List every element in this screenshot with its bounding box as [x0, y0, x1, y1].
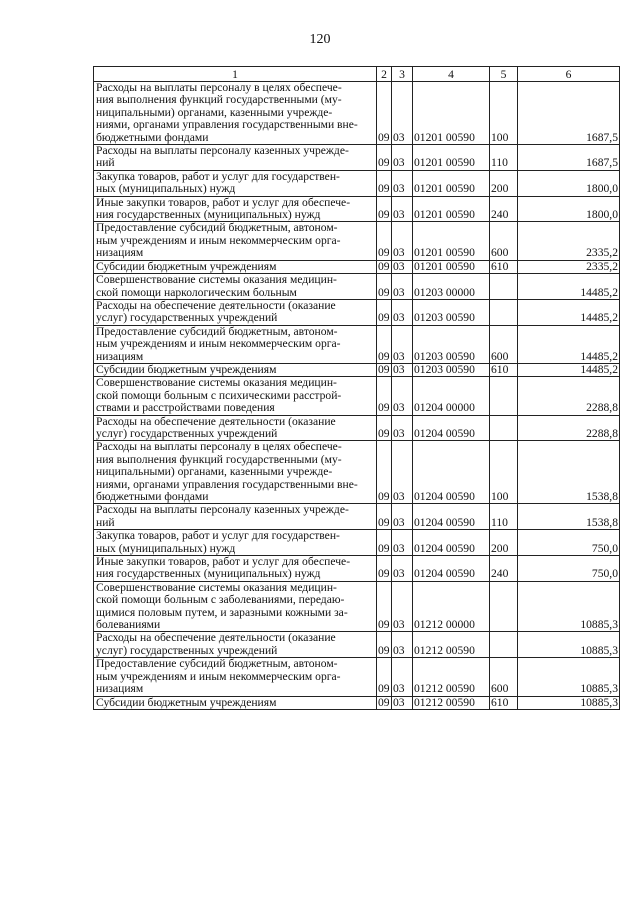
row-amount-cell: 2335,2: [518, 260, 620, 273]
row-target-article-cell: 01201 00590: [413, 170, 490, 196]
row-subsection-cell: 03: [392, 363, 413, 376]
table-row: [94, 556, 620, 582]
row-subsection-cell: 03: [392, 196, 413, 222]
row-target-article-cell: 01203 00000: [413, 274, 490, 300]
row-amount-cell: 1800,0: [518, 196, 620, 222]
table-row: [94, 377, 620, 415]
row-section-cell: 09: [377, 170, 392, 196]
row-subsection-cell: 03: [392, 441, 413, 504]
row-subsection-cell: 03: [392, 504, 413, 530]
row-target-article-cell: 01204 00590: [413, 504, 490, 530]
table-row: [94, 325, 620, 363]
row-expense-type-cell: 200: [490, 530, 518, 556]
table-row: [94, 196, 620, 222]
row-section-cell: 09: [377, 196, 392, 222]
row-amount-cell: 14485,2: [518, 274, 620, 300]
row-section-cell: 09: [377, 581, 392, 632]
row-expense-type-cell: 240: [490, 196, 518, 222]
table-row: [94, 222, 620, 260]
row-section-cell: 09: [377, 274, 392, 300]
row-section-cell: 09: [378, 259, 390, 273]
table-row: [94, 415, 620, 441]
row-name-cell: Совершенствование системы оказания медицин- ской помощи наркологическим больным: [94, 274, 377, 300]
row-name-cell: Расходы на обеспечение деятельности (оказание услуг) государственных учреждений: [94, 299, 377, 325]
header-row: [94, 67, 620, 82]
table-row: [94, 441, 620, 504]
page-number: 120: [309, 32, 331, 47]
row-section-cell: 09: [378, 362, 390, 376]
row-expense-type-cell: [490, 299, 518, 325]
row-subsection-cell: 03: [392, 632, 413, 658]
row-amount-cell: 1687,5: [518, 82, 620, 145]
row-amount-cell: 1800,0: [518, 170, 620, 196]
row-amount-cell: 1538,8: [518, 441, 620, 504]
row-section-cell: 09: [377, 145, 392, 171]
row-subsection-cell: 03: [392, 222, 413, 260]
row-section-cell: 09: [377, 504, 392, 530]
header-col-5: 5: [490, 67, 518, 82]
row-target-article-cell: 01204 00590: [413, 415, 490, 441]
row-section-cell: 09: [378, 695, 390, 709]
row-section-cell: 09: [377, 325, 392, 363]
row-subsection-cell: 03: [392, 325, 413, 363]
row-name-cell: Субсидии бюджетным учреждениям: [94, 363, 377, 376]
row-amount-cell: 2288,8: [518, 377, 620, 415]
row-name-cell: Расходы на выплаты персоналу в целях обеспече- ния выполнения функций государственными (му- ниципальными) органами, казенными учрежде- ниями, органами управления государственными вне- бюджетными фондами: [94, 441, 377, 504]
table-body: [94, 82, 620, 710]
row-amount-cell: 1687,5: [518, 145, 620, 171]
row-name-cell: Субсидии бюджетным учреждениям: [94, 260, 377, 273]
row-section-cell: 09: [377, 556, 392, 582]
row-name-cell: Предоставление субсидий бюджетным, автоном- ным учреждениям и иным некоммерческим орга- низациям: [94, 325, 377, 363]
table-row: [94, 581, 620, 632]
row-name-cell: Иные закупки товаров, работ и услуг для обеспече- ния государственных (муниципальных) нужд: [94, 196, 377, 222]
row-target-article-cell: 01201 00590: [413, 260, 490, 273]
table-row: [94, 299, 620, 325]
row-section-cell: 09: [377, 377, 392, 415]
row-amount-cell: 10885,3: [518, 658, 620, 696]
row-subsection-cell: 03: [392, 696, 413, 709]
row-target-article-cell: 01201 00590: [413, 145, 490, 171]
row-expense-type-cell: 610: [490, 260, 518, 273]
row-expense-type-cell: 610: [490, 363, 518, 376]
row-expense-type-cell: 100: [490, 82, 518, 145]
row-name-cell: Расходы на выплаты персоналу в целях обеспече- ния выполнения функций государственными (му- ниципальными) органами, казенными учрежде- ниями, органами управления государственными вне- бюджетными фондами: [94, 82, 377, 145]
row-target-article-cell: 01203 00590: [413, 325, 490, 363]
row-target-article-cell: 01212 00590: [413, 696, 490, 709]
row-amount-cell: 10885,3: [518, 696, 620, 709]
row-name-cell: Предоставление субсидий бюджетным, автоном- ным учреждениям и иным некоммерческим орга- низациям: [94, 658, 377, 696]
row-target-article-cell: 01212 00000: [413, 581, 490, 632]
row-section-cell: 09: [377, 299, 392, 325]
header-col-2: 2: [377, 67, 392, 82]
table-row: [94, 145, 620, 171]
table-row: [94, 170, 620, 196]
row-target-article-cell: 01204 00590: [413, 530, 490, 556]
row-subsection-cell: 03: [392, 170, 413, 196]
table-row: [94, 504, 620, 530]
row-name-cell: Закупка товаров, работ и услуг для государствен- ных (муниципальных) нужд: [94, 530, 377, 556]
row-expense-type-cell: 600: [490, 222, 518, 260]
row-subsection-cell: 03: [392, 274, 413, 300]
row-expense-type-cell: [490, 274, 518, 300]
row-section-cell: 09: [377, 632, 392, 658]
table-row: [94, 260, 620, 273]
row-subsection-cell: 03: [392, 82, 413, 145]
row-expense-type-cell: 110: [490, 145, 518, 171]
row-expense-type-cell: [490, 581, 518, 632]
row-amount-cell: 750,0: [518, 530, 620, 556]
row-subsection-cell: 03: [392, 377, 413, 415]
row-expense-type-cell: 610: [490, 696, 518, 709]
row-name-cell: Расходы на обеспечение деятельности (оказание услуг) государственных учреждений: [94, 415, 377, 441]
row-subsection-cell: 03: [392, 299, 413, 325]
table-row: [94, 274, 620, 300]
row-name-cell: Расходы на выплаты персоналу казенных учрежде- ний: [94, 504, 377, 530]
row-amount-cell: 2335,2: [518, 222, 620, 260]
row-name-cell: Совершенствование системы оказания медицин- ской помощи больным с психическими расстрой- ствами и расстройствами поведения: [94, 377, 377, 415]
row-subsection-cell: 03: [392, 581, 413, 632]
row-target-article-cell: 01212 00590: [413, 632, 490, 658]
row-name-cell: Совершенствование системы оказания медицин- ской помощи больным с заболеваниями, передаю- щимися половым путем, и заразными кожными за- болеваниями: [94, 581, 377, 632]
row-amount-cell: 10885,3: [518, 581, 620, 632]
row-section-cell: 09: [377, 82, 392, 145]
row-expense-type-cell: [490, 415, 518, 441]
row-section-cell: 09: [377, 441, 392, 504]
row-target-article-cell: 01204 00000: [413, 377, 490, 415]
header-col-3: 3: [392, 67, 413, 82]
row-target-article-cell: 01201 00590: [413, 82, 490, 145]
row-expense-type-cell: 600: [490, 325, 518, 363]
row-section-cell: 09: [377, 658, 392, 696]
row-name-cell: Субсидии бюджетным учреждениям: [94, 696, 377, 709]
header-col-6: 6: [518, 67, 620, 82]
table-row: [94, 363, 620, 376]
row-expense-type-cell: [490, 632, 518, 658]
header-col-1: 1: [94, 67, 377, 82]
row-section-cell: 09: [377, 222, 392, 260]
row-expense-type-cell: 240: [490, 556, 518, 582]
row-target-article-cell: 01204 00590: [413, 556, 490, 582]
budget-table: [93, 66, 620, 710]
row-target-article-cell: 01201 00590: [413, 196, 490, 222]
table-header: [94, 67, 620, 82]
row-subsection-cell: 03: [392, 415, 413, 441]
table-row: [94, 658, 620, 696]
header-col-4: 4: [413, 67, 490, 82]
row-amount-cell: 2288,8: [518, 415, 620, 441]
row-amount-cell: 750,0: [518, 556, 620, 582]
row-amount-cell: 1538,8: [518, 504, 620, 530]
row-expense-type-cell: [490, 377, 518, 415]
row-expense-type-cell: 100: [490, 441, 518, 504]
row-target-article-cell: 01203 00590: [413, 363, 490, 376]
row-expense-type-cell: 600: [490, 658, 518, 696]
row-name-cell: Расходы на выплаты персоналу казенных учрежде- ний: [94, 145, 377, 171]
row-subsection-cell: 03: [392, 145, 413, 171]
row-subsection-cell: 03: [392, 658, 413, 696]
row-target-article-cell: 01204 00590: [413, 441, 490, 504]
row-subsection-cell: 03: [392, 530, 413, 556]
row-expense-type-cell: 110: [490, 504, 518, 530]
row-subsection-cell: 03: [392, 556, 413, 582]
row-target-article-cell: 01201 00590: [413, 222, 490, 260]
row-name-cell: Закупка товаров, работ и услуг для государствен- ных (муниципальных) нужд: [94, 170, 377, 196]
row-target-article-cell: 01203 00590: [413, 299, 490, 325]
table-row: [94, 82, 620, 145]
table-row: [94, 696, 620, 709]
row-amount-cell: 14485,2: [518, 363, 620, 376]
row-target-article-cell: 01212 00590: [413, 658, 490, 696]
row-name-cell: Иные закупки товаров, работ и услуг для обеспече- ния государственных (муниципальных) нужд: [94, 556, 377, 582]
row-name-cell: Предоставление субсидий бюджетным, автоном- ным учреждениям и иным некоммерческим орга- низациям: [94, 222, 377, 260]
row-expense-type-cell: 200: [490, 170, 518, 196]
table-row: [94, 530, 620, 556]
row-amount-cell: 10885,3: [518, 632, 620, 658]
table-row: [94, 632, 620, 658]
row-name-cell: Расходы на обеспечение деятельности (оказание услуг) государственных учреждений: [94, 632, 377, 658]
row-amount-cell: 14485,2: [518, 299, 620, 325]
row-amount-cell: 14485,2: [518, 325, 620, 363]
row-section-cell: 09: [377, 415, 392, 441]
row-subsection-cell: 03: [392, 260, 413, 273]
row-section-cell: 09: [377, 530, 392, 556]
